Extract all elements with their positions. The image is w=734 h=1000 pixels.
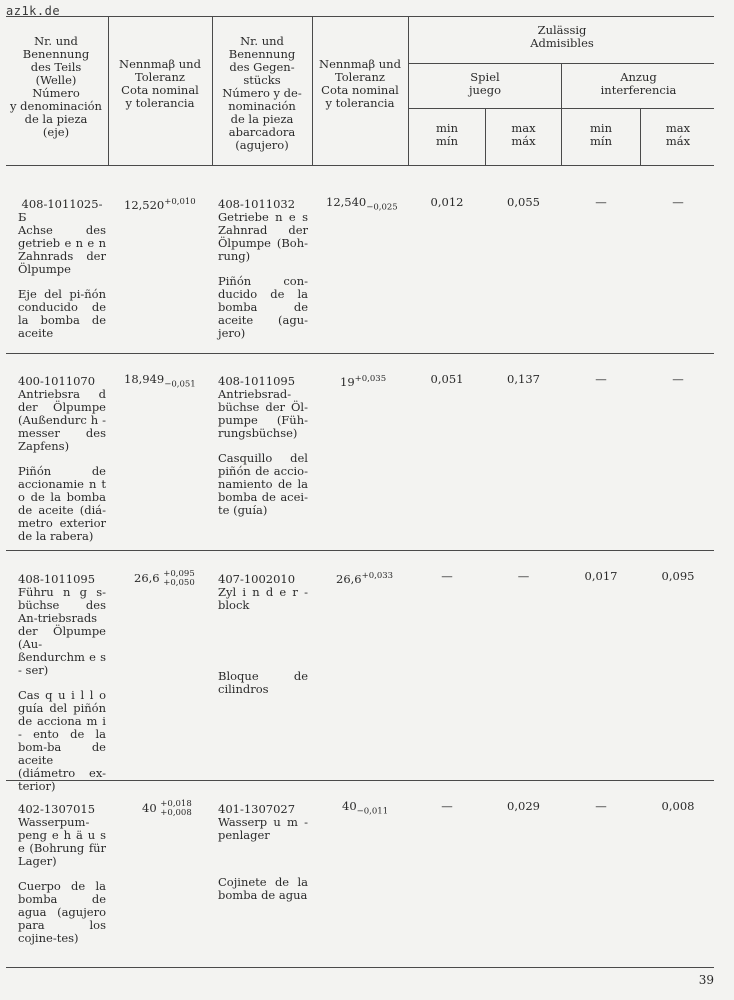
interference-max: 0,008 (661, 799, 695, 813)
header-allowed: Zulässig Admisibles (530, 23, 594, 50)
interference-max: — (672, 372, 684, 386)
col-divider (108, 16, 109, 166)
mating-name-de: Zyl i n d e r -block (218, 585, 308, 612)
part-number: 408-1011025-Б (18, 197, 103, 224)
part-name-de: Antriebsra d der Ölpumpe (Außendurc h - messer des Zapfens) (18, 387, 106, 453)
part-name-es: Piñón de accionamie n t o de la bomba de aceite (diá-metro exterior de la rabera) (18, 464, 106, 543)
mating-tolerance (342, 800, 388, 818)
mating-number: 408-1011032 (218, 197, 296, 211)
upper-deviation: +0,035 (354, 374, 387, 384)
lower-deviation: −0,025 (366, 202, 398, 213)
lower-deviation: +0,008 (160, 808, 192, 818)
part-name-de: Führu n g s-büchse des An-triebsrads der Ölpumpe (Au-ßendurchm e s - ser) (18, 585, 106, 677)
header-mating-part: Nr. und Benennung des Gegen- stücks Número y de- nominación de la pieza abarcadora (agujero) (222, 34, 302, 152)
mating-name-de: Wasserp u m - penlager (218, 815, 308, 842)
mating-tolerance (326, 196, 398, 214)
interference-min: 0,017 (584, 569, 618, 583)
upper-deviation: +0,010 (164, 197, 196, 207)
part-name-es: Eje del pi-ñón conducido de la bomba de aceite (18, 287, 106, 340)
part-name-de: Wasserpum-peng e h ä u s e (Bohrung für Lager) (18, 815, 106, 868)
mating-tolerance (340, 373, 386, 389)
mating-name-de: Getriebe n e s Zahnrad der Ölpumpe (Boh-rung) (218, 210, 308, 263)
part-tolerance (134, 570, 195, 588)
header-part: Nr. und Benennung des Teils (Welle) Número y denominación de la pieza (eje) (10, 34, 102, 139)
mating-number: 407-1002010 (218, 572, 296, 586)
part-name-de: Achse des getrieb e n e n Zahnrads der Ölpumpe (18, 223, 106, 276)
col-divider (212, 16, 213, 166)
mating-name-es: Casquillo del piñón de accio-namiento de la bomba de acei-te (guía) (218, 451, 308, 517)
nominal: 18,949 (124, 372, 165, 386)
mating-part (218, 375, 308, 517)
upper-deviation: +0,095 (163, 569, 195, 579)
header-clearance-max: max máx (511, 121, 536, 148)
col-divider (640, 108, 641, 166)
interference-min: — (595, 195, 607, 209)
mating-part (218, 573, 308, 696)
clearance-max: 0,029 (507, 799, 540, 813)
row-divider (6, 780, 714, 781)
mating-name-es: Piñón con-ducido de la bomba de aceite (agu-jero) (218, 274, 308, 340)
nominal: 40 (342, 799, 357, 813)
col-divider (561, 63, 562, 166)
part-tolerance (124, 196, 196, 212)
upper-deviation: +0,018 (160, 799, 192, 809)
table-row (18, 573, 106, 793)
lower-deviation: −0,011 (356, 806, 389, 817)
part-number: 408-1011095 (18, 572, 96, 586)
mating-tolerance (336, 570, 393, 586)
nominal: 40 (142, 801, 157, 815)
table-row (18, 198, 106, 340)
header-clearance: Spiel juego (468, 70, 502, 97)
header-clearance-min: min mín (436, 121, 458, 148)
mating-number: 408-1011095 (218, 374, 296, 388)
page-number: 39 (698, 973, 714, 987)
mating-name-es: Bloque de cilindros (218, 669, 308, 696)
table-row (18, 375, 106, 543)
col-divider (408, 16, 409, 166)
clearance-min: — (441, 799, 453, 813)
header-interference: Anzug interferencia (600, 70, 677, 97)
part-tolerance (124, 373, 196, 391)
interference-max: — (672, 195, 684, 209)
clearance-min: 0,012 (430, 195, 464, 209)
interference-min: — (595, 372, 607, 386)
deviation-pair (160, 800, 191, 818)
mating-name-es: Cojinete de la bomba de agua (218, 875, 308, 902)
col-divider (485, 108, 486, 166)
lower-deviation: −0,051 (164, 379, 196, 390)
nominal: 12,540 (326, 195, 367, 209)
table-row (18, 803, 106, 945)
part-name-es: Cas q u i l l o guía del piñón de acciona m i - ento de la bom-ba de aceite (diámetro ex-terior) (18, 688, 106, 793)
table-bottom-rule (6, 967, 714, 968)
col-divider (312, 16, 313, 166)
mating-name-de: Antriebsrad-büchse der Öl-pumpe (Füh-rungsbüchse) (218, 387, 308, 440)
interference-max: 0,095 (661, 569, 695, 583)
header-interference-max: max máx (665, 121, 691, 148)
header-part-tolerance: Nennmaβ und Toleranz Cota nominal y tolerancia (119, 57, 201, 110)
mating-part (218, 198, 308, 340)
nominal: 19 (340, 374, 355, 389)
interference-min: — (595, 799, 607, 813)
header-mating-tolerance: Nennmaβ und Toleranz Cota nominal y tolerancia (319, 57, 401, 110)
upper-deviation: +0,033 (361, 571, 394, 581)
nominal: 26,6 (336, 571, 362, 586)
row-divider (6, 353, 714, 354)
nominal: 26,6 (134, 571, 160, 585)
part-number: 400-1011070 (18, 374, 96, 388)
clearance-max: — (517, 569, 530, 583)
mating-part (218, 803, 308, 902)
mating-number: 401-1307027 (218, 802, 296, 816)
row-divider (6, 550, 714, 551)
part-name-es: Cuerpo de la bomba de agua (agujero para los cojine-tes) (18, 879, 106, 945)
clearance-max: 0,137 (507, 372, 540, 386)
part-tolerance (142, 800, 192, 818)
deviation-pair (163, 570, 194, 588)
watermark: az1k.de (6, 4, 61, 18)
clearance-max: 0,055 (507, 195, 540, 209)
clearance-min: — (441, 569, 453, 583)
part-number: 402-1307015 (18, 802, 96, 816)
lower-deviation: +0,050 (163, 578, 195, 588)
table-top-rule (6, 16, 714, 17)
clearance-min: 0,051 (430, 372, 464, 386)
nominal: 12,520 (124, 197, 165, 212)
header-bottom-rule (6, 165, 714, 166)
header-interference-min: min mín (590, 121, 612, 148)
